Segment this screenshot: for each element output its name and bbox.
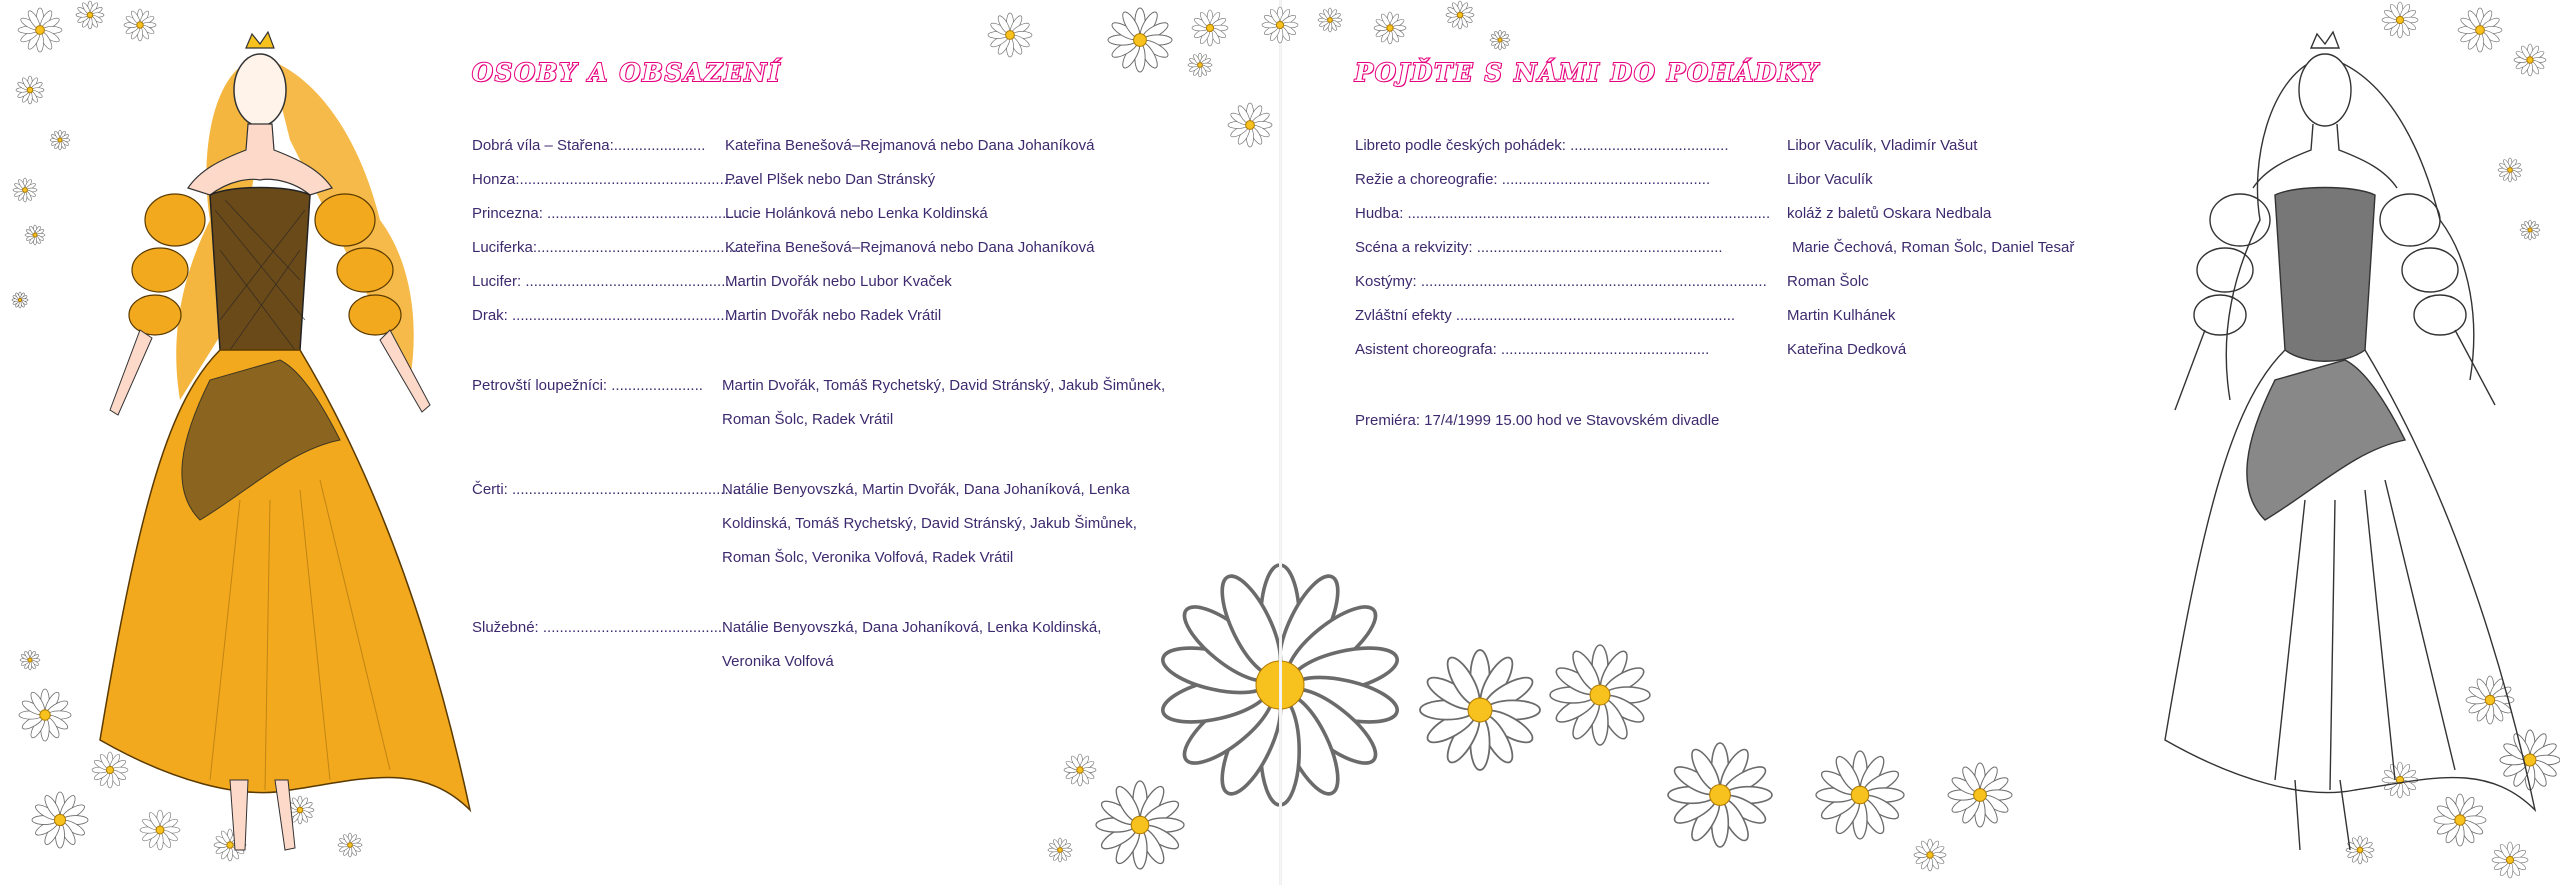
cast-role: Luciferka:................................................. <box>472 239 742 256</box>
daisy-icon <box>1188 53 1212 77</box>
credit-role: Kostýmy: ................................................................................... <box>1355 273 1767 290</box>
daisy-icon <box>18 8 62 52</box>
cast-role: Lucifer: .................................................... <box>472 273 743 290</box>
right-page <box>1280 0 2560 885</box>
cast-role: Honza:..................................................... <box>472 171 741 188</box>
cast-performer-continued: Roman Šolc, Veronika Volfová, Radek Vrátil <box>722 549 1014 566</box>
credit-person: Kateřina Dedková <box>1787 341 1907 358</box>
daisy-icon <box>13 178 37 202</box>
page-heading-cast: OSOBY A OBSAZENÍ <box>472 58 782 87</box>
daisy-icon <box>1490 30 1510 50</box>
cast-performer: Martin Dvořák nebo Lubor Kvaček <box>725 273 952 290</box>
credit-role: Hudba: ....................................................................................... <box>1355 205 1771 222</box>
cast-list <box>472 136 1232 696</box>
cast-performer-continued: Roman Šolc, Radek Vrátil <box>722 411 894 428</box>
cast-role: Princezna: ............................................... <box>472 205 743 222</box>
cast-performer-continued: Koldinská, Tomáš Rychetský, David Stránský, Jakub Šimůnek, <box>722 515 1137 532</box>
cast-role: Petrovští loupežníci: ...................... <box>472 377 703 394</box>
daisy-icon <box>1816 751 1904 839</box>
cast-performer: Martin Dvořák, Tomáš Rychetský, David Stránský, Jakub Šimůnek, <box>722 377 1166 394</box>
daisy-icon <box>16 76 44 104</box>
daisy-icon <box>1048 838 1072 862</box>
daisy-icon <box>25 225 45 245</box>
cast-role: Drak: ....................................................... <box>472 307 742 324</box>
daisy-icon <box>1446 1 1474 29</box>
cast-performer: Martin Dvořák nebo Radek Vrátil <box>725 307 942 324</box>
credit-role: Režie a choreografie: .................................................. <box>1355 171 1711 188</box>
credit-person: Martin Kulhánek <box>1787 307 1896 324</box>
daisy-icon <box>1228 103 1272 147</box>
cast-performer: Kateřina Benešová–Rejmanová nebo Dana Johaníková <box>725 239 1095 256</box>
daisy-icon <box>1374 12 1406 44</box>
costume-sketch-lineart-icon <box>2120 20 2540 880</box>
cast-role: Čerti: ....................................................... <box>472 481 742 498</box>
daisy-icon <box>988 13 1032 57</box>
costume-sketch-color-icon <box>60 20 480 880</box>
cast-role: Služebné: ............................................ <box>472 619 727 636</box>
daisy-icon <box>1064 754 1096 786</box>
daisy-icon <box>12 292 28 308</box>
credit-role: Libreto podle českých pohádek: ...................................... <box>1355 137 1729 154</box>
credit-person: Marie Čechová, Roman Šolc, Daniel Tesař <box>1792 239 2075 256</box>
credit-role: Scéna a rekvizity: ........................................................... <box>1355 239 1723 256</box>
cast-performer: Lucie Holánková nebo Lenka Koldinská <box>725 205 988 222</box>
page-heading-credits: POJĎTE S NÁMI DO POHÁDKY <box>1355 58 1820 87</box>
daisy-icon <box>1948 763 2012 827</box>
daisy-icon <box>1420 650 1540 770</box>
cast-role: Dobrá víla – Stařena:...................... <box>472 137 706 154</box>
credit-person: Libor Vaculík <box>1787 171 1873 188</box>
credit-person: Roman Šolc <box>1787 273 1869 290</box>
daisy-icon <box>1108 8 1172 72</box>
cast-performer-continued: Veronika Volfová <box>722 653 834 670</box>
daisy-icon <box>1668 743 1772 847</box>
premiere-info: Premiéra: 17/4/1999 15.00 hod ve Stavovském divadle <box>1355 412 1720 429</box>
credit-role: Asistent choreografa: .................................................. <box>1355 341 1710 358</box>
daisy-icon <box>1318 8 1342 32</box>
daisy-icon <box>20 650 40 670</box>
cast-performer: Natálie Benyovszká, Dana Johaníková, Lenka Koldinská, <box>722 619 1102 636</box>
credit-role: Zvláštní efekty ................................................................... <box>1355 307 1736 324</box>
credit-person: koláž z baletů Oskara Nedbala <box>1787 205 1992 222</box>
daisy-icon <box>1914 839 1946 871</box>
cast-performer: Pavel Plšek nebo Dan Stránský <box>725 171 936 188</box>
cast-performer: Kateřina Benešová–Rejmanová nebo Dana Johaníková <box>725 137 1095 154</box>
daisy-icon <box>1192 10 1228 46</box>
cast-performer: Natálie Benyovszká, Martin Dvořák, Dana Johaníková, Lenka <box>722 481 1130 498</box>
daisy-icon <box>1550 645 1650 745</box>
credit-person: Libor Vaculík, Vladimír Vašut <box>1787 137 1978 154</box>
